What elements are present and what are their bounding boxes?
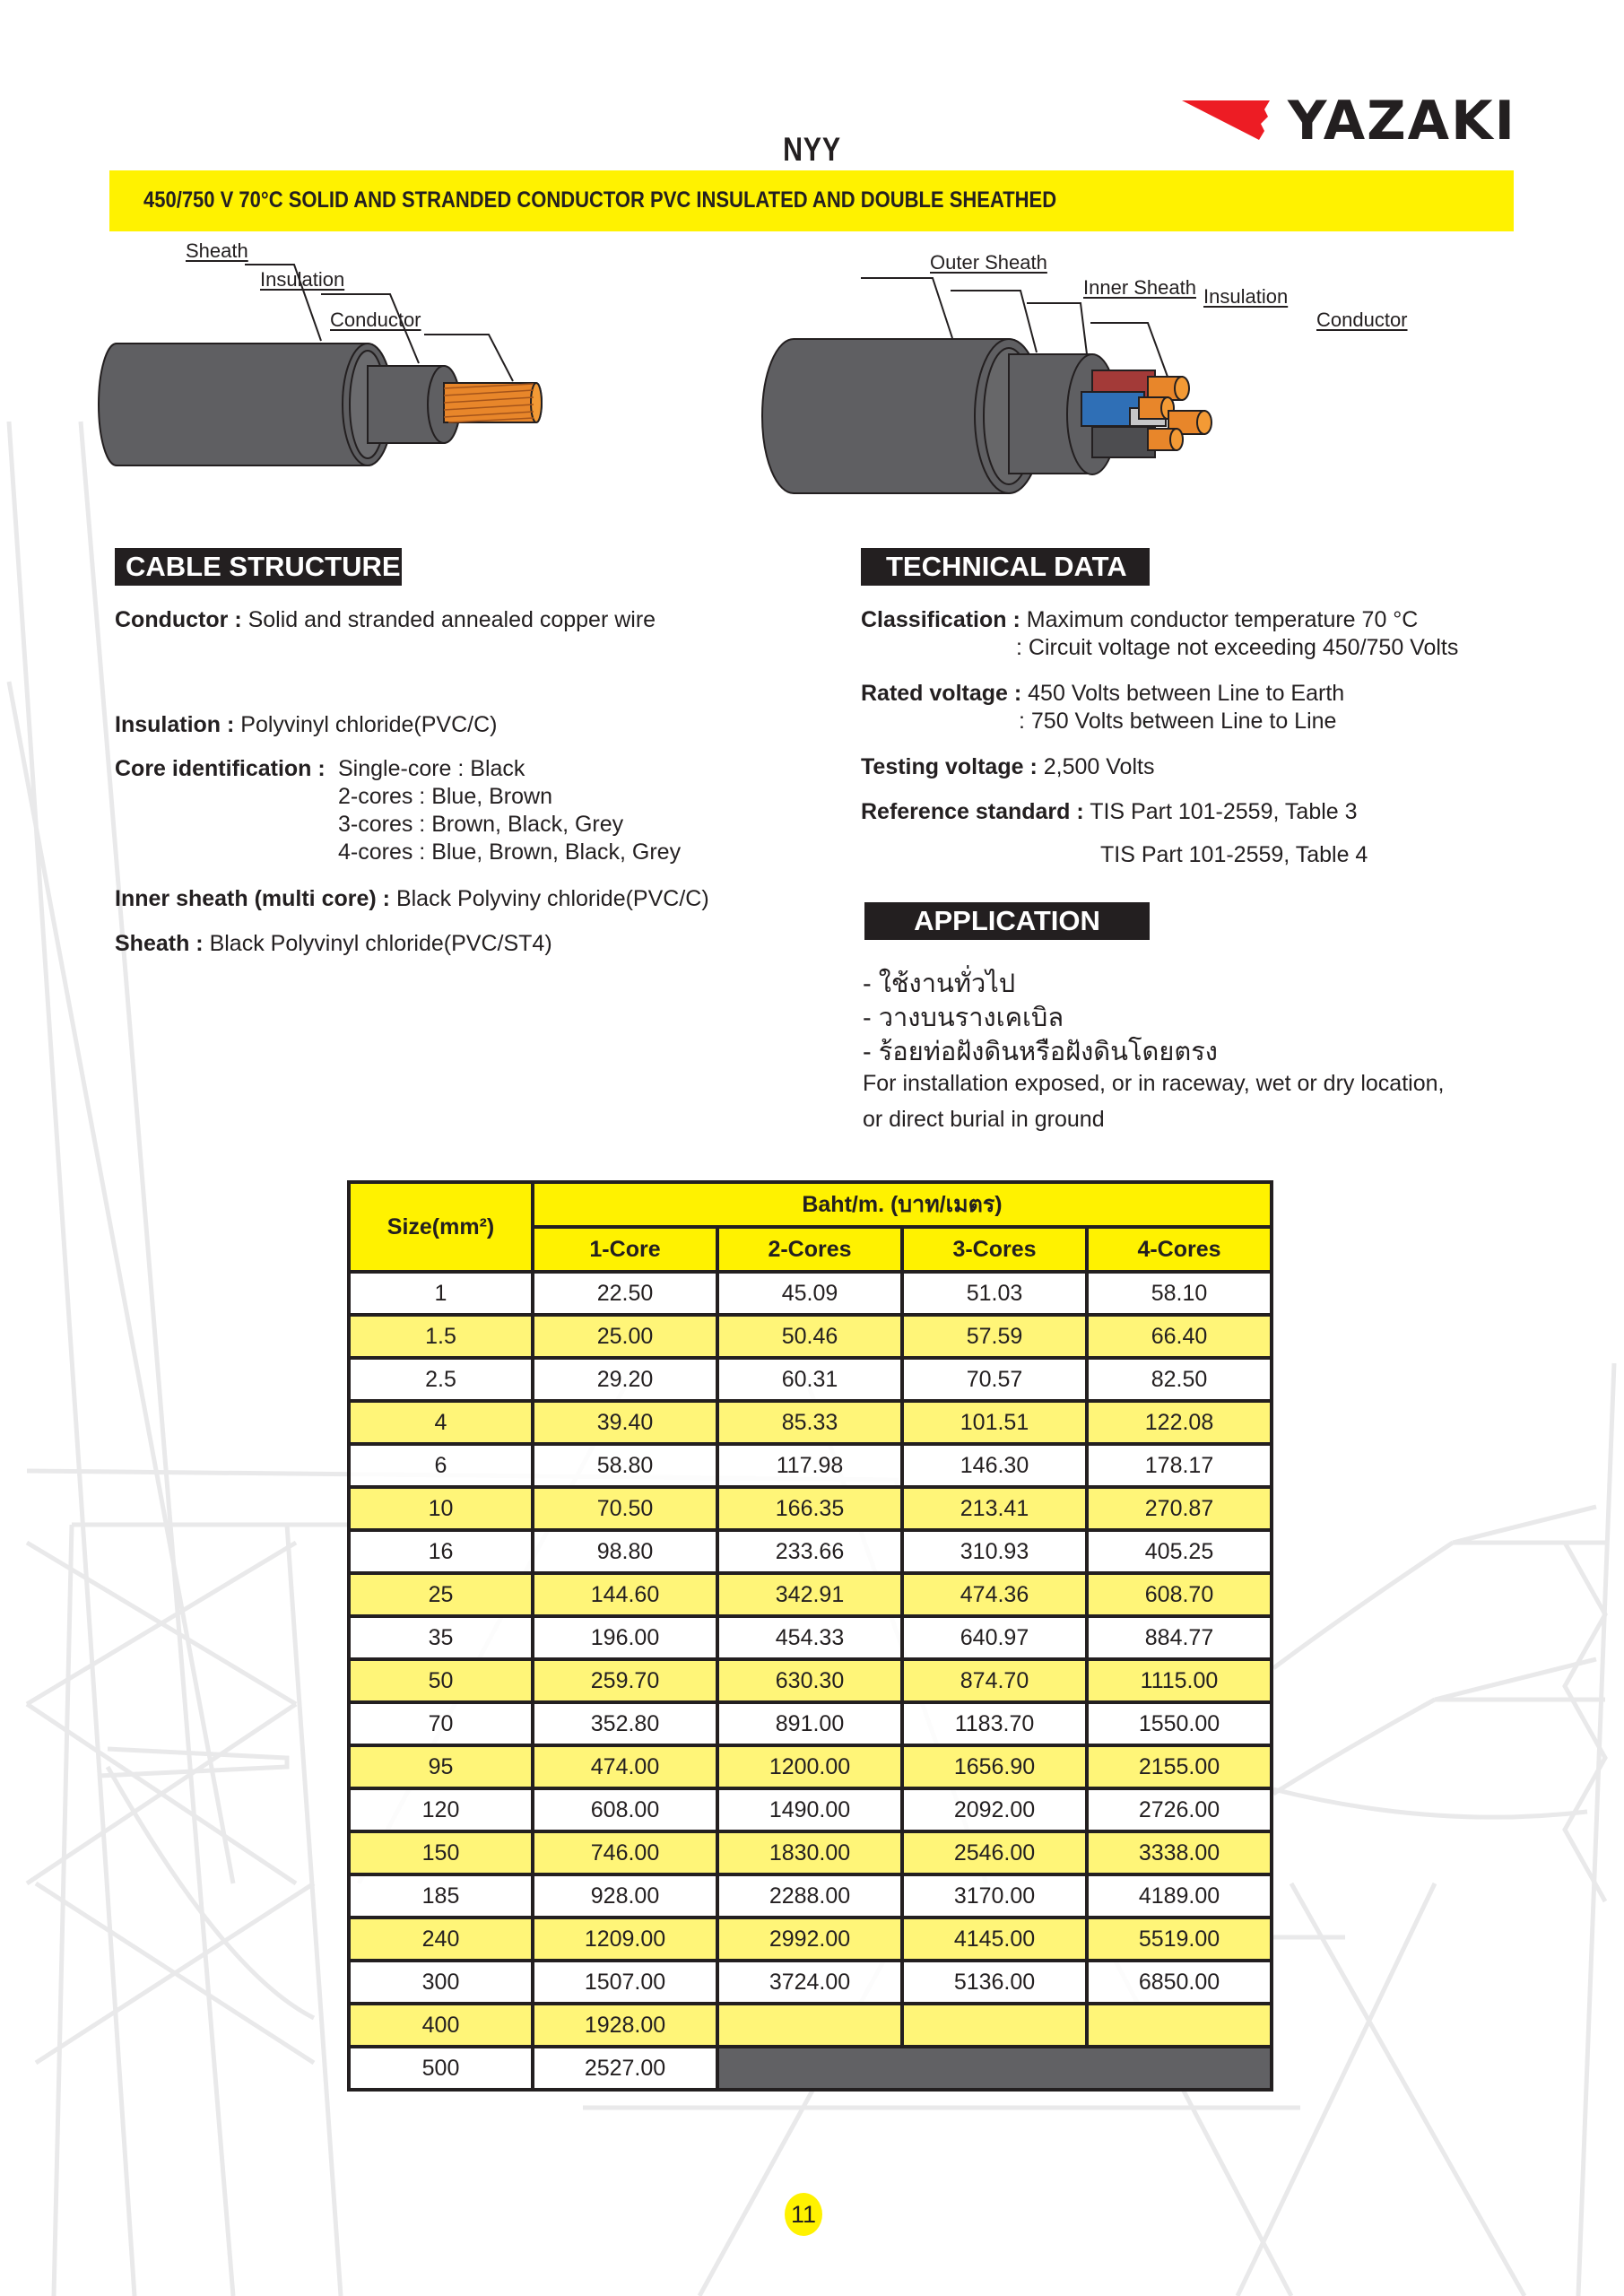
size-cell: 400 bbox=[349, 2004, 533, 2047]
price-cell: 746.00 bbox=[533, 1831, 717, 1874]
label-multi-insulation: Insulation bbox=[1203, 285, 1289, 308]
rated-voltage-line: 450 Volts between Line to Earth bbox=[1028, 681, 1345, 706]
table-row bbox=[349, 1659, 1272, 1702]
application-heading: APPLICATION bbox=[864, 902, 1150, 940]
price-cell: 233.66 bbox=[717, 1530, 902, 1573]
column-header-3-cores: 3-Cores bbox=[902, 1227, 1087, 1272]
size-cell: 35 bbox=[349, 1616, 533, 1659]
page-number: 11 bbox=[785, 2193, 822, 2236]
brand-name: YAZAKI bbox=[1288, 90, 1516, 152]
application-item-thai: - ใช้งานทั่วไป bbox=[863, 970, 1016, 998]
price-cell: 2155.00 bbox=[1087, 1745, 1272, 1788]
price-cell: 1490.00 bbox=[717, 1788, 902, 1831]
size-column-header: Size(mm²) bbox=[349, 1182, 533, 1272]
price-cell: 352.80 bbox=[533, 1702, 717, 1745]
price-cell: 39.40 bbox=[533, 1401, 717, 1444]
size-cell: 240 bbox=[349, 1918, 533, 1961]
price-cell: 608.70 bbox=[1087, 1573, 1272, 1616]
price-cell: 1830.00 bbox=[717, 1831, 902, 1874]
conductor-label: Conductor : bbox=[115, 607, 242, 632]
insulation-label: Insulation : bbox=[115, 712, 235, 737]
table-row bbox=[349, 1573, 1272, 1616]
table-row bbox=[349, 1874, 1272, 1918]
price-cell: 25.00 bbox=[533, 1315, 717, 1358]
size-cell: 10 bbox=[349, 1487, 533, 1530]
price-cell: 630.30 bbox=[717, 1659, 902, 1702]
price-cell: 2288.00 bbox=[717, 1874, 902, 1918]
price-cell: 1550.00 bbox=[1087, 1702, 1272, 1745]
conductor-spec bbox=[115, 607, 656, 633]
single-core-cable-icon bbox=[90, 238, 735, 507]
price-cell: 928.00 bbox=[533, 1874, 717, 1918]
price-cell: 405.25 bbox=[1087, 1530, 1272, 1573]
price-cell: 22.50 bbox=[533, 1272, 717, 1315]
price-cell: 58.80 bbox=[533, 1444, 717, 1487]
core-id-line: Single-core : Black bbox=[338, 756, 525, 781]
testing-voltage-label: Testing voltage : bbox=[861, 754, 1038, 779]
classification-line: Maximum conductor temperature 70 °C bbox=[1026, 607, 1419, 632]
size-cell: 70 bbox=[349, 1702, 533, 1745]
core-identification-spec bbox=[115, 756, 326, 782]
price-cell: 891.00 bbox=[717, 1702, 902, 1745]
table-row bbox=[349, 1401, 1272, 1444]
price-cell: 4145.00 bbox=[902, 1918, 1087, 1961]
rated-voltage-spec bbox=[861, 681, 1344, 707]
single-core-cable-diagram bbox=[90, 238, 735, 507]
label-conductor: Conductor bbox=[330, 309, 421, 331]
classification-line: : Circuit voltage not exceeding 450/750 Volts bbox=[1016, 635, 1459, 660]
price-cell: 50.46 bbox=[717, 1315, 902, 1358]
product-description: 450/750 V 70°C SOLID AND STRANDED CONDUCTOR PVC INSULATED AND DOUBLE SHEATHED bbox=[143, 187, 1057, 213]
price-cell: 2546.00 bbox=[902, 1831, 1087, 1874]
size-cell: 50 bbox=[349, 1659, 533, 1702]
table-row bbox=[349, 1530, 1272, 1573]
price-cell: 101.51 bbox=[902, 1401, 1087, 1444]
column-header-4-cores: 4-Cores bbox=[1087, 1227, 1272, 1272]
table-row bbox=[349, 1918, 1272, 1961]
core-id-line: 3-cores : Brown, Black, Grey bbox=[338, 812, 624, 837]
price-cell: 29.20 bbox=[533, 1358, 717, 1401]
price-cell: 640.97 bbox=[902, 1616, 1087, 1659]
rated-voltage-line: : 750 Volts between Line to Line bbox=[1019, 709, 1337, 734]
price-cell: 60.31 bbox=[717, 1358, 902, 1401]
price-cell bbox=[902, 2004, 1087, 2047]
core-id-line: 4-cores : Blue, Brown, Black, Grey bbox=[338, 839, 682, 865]
price-cell: 2092.00 bbox=[902, 1788, 1087, 1831]
application-item-thai: - ร้อยท่อฝังดินหรือฝังดินโดยตรง bbox=[863, 1038, 1218, 1066]
price-cell: 3170.00 bbox=[902, 1874, 1087, 1918]
insulation-spec bbox=[115, 712, 497, 738]
price-cell: 166.35 bbox=[717, 1487, 902, 1530]
conductor-value: Solid and stranded annealed copper wire bbox=[248, 607, 656, 632]
price-cell: 874.70 bbox=[902, 1659, 1087, 1702]
price-cell bbox=[717, 2004, 902, 2047]
price-cell: 342.91 bbox=[717, 1573, 902, 1616]
price-cell: 2527.00 bbox=[533, 2047, 717, 2090]
price-cell: 6850.00 bbox=[1087, 1961, 1272, 2004]
size-cell: 300 bbox=[349, 1961, 533, 2004]
table-row bbox=[349, 1315, 1272, 1358]
price-cell: 45.09 bbox=[717, 1272, 902, 1315]
price-cell: 70.57 bbox=[902, 1358, 1087, 1401]
price-cell: 58.10 bbox=[1087, 1272, 1272, 1315]
table-row bbox=[349, 1358, 1272, 1401]
price-cell: 1183.70 bbox=[902, 1702, 1087, 1745]
price-cell: 1507.00 bbox=[533, 1961, 717, 2004]
label-inner-sheath: Inner Sheath bbox=[1083, 276, 1196, 299]
application-item-thai: - วางบนรางเคเบิล bbox=[863, 1004, 1064, 1032]
product-description-banner bbox=[109, 170, 1514, 231]
table-row bbox=[349, 1616, 1272, 1659]
price-cell: 146.30 bbox=[902, 1444, 1087, 1487]
price-group-header: Baht/m. (บาท/เมตร) bbox=[533, 1182, 1272, 1227]
price-cell: 3724.00 bbox=[717, 1961, 902, 2004]
label-multi-conductor: Conductor bbox=[1316, 309, 1408, 331]
price-cell: 1200.00 bbox=[717, 1745, 902, 1788]
price-cell: 196.00 bbox=[533, 1616, 717, 1659]
rated-voltage-label: Rated voltage : bbox=[861, 681, 1022, 706]
size-cell: 16 bbox=[349, 1530, 533, 1573]
price-cell: 98.80 bbox=[533, 1530, 717, 1573]
sheath-label: Sheath : bbox=[115, 931, 204, 956]
price-cell: 270.87 bbox=[1087, 1487, 1272, 1530]
reference-standard-label: Reference standard : bbox=[861, 799, 1084, 824]
price-cell: 474.36 bbox=[902, 1573, 1087, 1616]
price-cell: 2726.00 bbox=[1087, 1788, 1272, 1831]
core-id-line: 2-cores : Blue, Brown bbox=[338, 784, 552, 809]
sheath-value: Black Polyvinyl chloride(PVC/ST4) bbox=[209, 931, 552, 956]
reference-standard-line: TIS Part 101-2559, Table 4 bbox=[1100, 842, 1368, 867]
table-row bbox=[349, 1961, 1272, 2004]
price-cell: 51.03 bbox=[902, 1272, 1087, 1315]
price-cell: 1209.00 bbox=[533, 1918, 717, 1961]
price-cell: 5136.00 bbox=[902, 1961, 1087, 2004]
price-cell: 2992.00 bbox=[717, 1918, 902, 1961]
column-header-1-core: 1-Core bbox=[533, 1227, 717, 1272]
table-row bbox=[349, 2004, 1272, 2047]
table-row bbox=[349, 1444, 1272, 1487]
size-cell: 6 bbox=[349, 1444, 533, 1487]
table-row bbox=[349, 1272, 1272, 1315]
size-cell: 2.5 bbox=[349, 1358, 533, 1401]
price-cell: 82.50 bbox=[1087, 1358, 1272, 1401]
application-description: For installation exposed, or in raceway, wet or dry location, bbox=[863, 1071, 1445, 1096]
inner-sheath-spec bbox=[115, 886, 709, 912]
price-cell: 57.59 bbox=[902, 1315, 1087, 1358]
size-cell: 25 bbox=[349, 1573, 533, 1616]
label-outer-sheath: Outer Sheath bbox=[930, 251, 1047, 274]
size-cell: 150 bbox=[349, 1831, 533, 1874]
price-cell: 85.33 bbox=[717, 1401, 902, 1444]
size-cell: 500 bbox=[349, 2047, 533, 2090]
price-cell: 70.50 bbox=[533, 1487, 717, 1530]
price-cell: 884.77 bbox=[1087, 1616, 1272, 1659]
price-cell: 3338.00 bbox=[1087, 1831, 1272, 1874]
price-cell: 1115.00 bbox=[1087, 1659, 1272, 1702]
price-table bbox=[347, 1180, 1273, 2092]
price-cell: 474.00 bbox=[533, 1745, 717, 1788]
price-cell: 4189.00 bbox=[1087, 1874, 1272, 1918]
price-cell: 213.41 bbox=[902, 1487, 1087, 1530]
inner-sheath-label: Inner sheath (multi core) : bbox=[115, 886, 390, 911]
sheath-spec bbox=[115, 931, 552, 957]
table-row bbox=[349, 1702, 1272, 1745]
size-cell: 1.5 bbox=[349, 1315, 533, 1358]
price-cell: 310.93 bbox=[902, 1530, 1087, 1573]
reference-standard-line: TIS Part 101-2559, Table 3 bbox=[1090, 799, 1358, 824]
testing-voltage-spec bbox=[861, 754, 1154, 780]
price-cell: 1656.90 bbox=[902, 1745, 1087, 1788]
table-row bbox=[349, 1487, 1272, 1530]
price-cell: 117.98 bbox=[717, 1444, 902, 1487]
cable-structure-heading: CABLE STRUCTURE bbox=[115, 548, 402, 586]
price-cell: 178.17 bbox=[1087, 1444, 1272, 1487]
table-row bbox=[349, 2047, 1272, 2090]
price-cell: 1928.00 bbox=[533, 2004, 717, 2047]
multi-core-cable-diagram bbox=[753, 251, 1542, 520]
technical-data-heading: TECHNICAL DATA bbox=[861, 548, 1150, 586]
price-cell bbox=[1087, 2004, 1272, 2047]
price-cell: 66.40 bbox=[1087, 1315, 1272, 1358]
core-identification-label: Core identification : bbox=[115, 756, 326, 781]
insulation-value: Polyvinyl chloride(PVC/C) bbox=[240, 712, 498, 737]
price-cell: 259.70 bbox=[533, 1659, 717, 1702]
size-cell: 120 bbox=[349, 1788, 533, 1831]
application-description: or direct burial in ground bbox=[863, 1107, 1105, 1132]
price-cell: 5519.00 bbox=[1087, 1918, 1272, 1961]
size-cell: 4 bbox=[349, 1401, 533, 1444]
table-row bbox=[349, 1831, 1272, 1874]
product-title: NYY bbox=[783, 131, 841, 168]
classification-label: Classification : bbox=[861, 607, 1020, 632]
inner-sheath-value: Black Polyviny chloride(PVC/C) bbox=[395, 886, 709, 911]
label-insulation: Insulation bbox=[260, 268, 345, 291]
reference-standard-spec bbox=[861, 799, 1358, 825]
table-row bbox=[349, 1745, 1272, 1788]
price-cell: 144.60 bbox=[533, 1573, 717, 1616]
testing-voltage-value: 2,500 Volts bbox=[1043, 754, 1155, 779]
size-cell: 95 bbox=[349, 1745, 533, 1788]
price-cell: 454.33 bbox=[717, 1616, 902, 1659]
not-available-cell bbox=[717, 2047, 1272, 2090]
price-cell: 122.08 bbox=[1087, 1401, 1272, 1444]
size-cell: 185 bbox=[349, 1874, 533, 1918]
label-sheath: Sheath bbox=[186, 239, 248, 262]
classification-spec bbox=[861, 607, 1418, 633]
table-row bbox=[349, 1788, 1272, 1831]
size-cell: 1 bbox=[349, 1272, 533, 1315]
column-header-2-cores: 2-Cores bbox=[717, 1227, 902, 1272]
price-cell: 608.00 bbox=[533, 1788, 717, 1831]
